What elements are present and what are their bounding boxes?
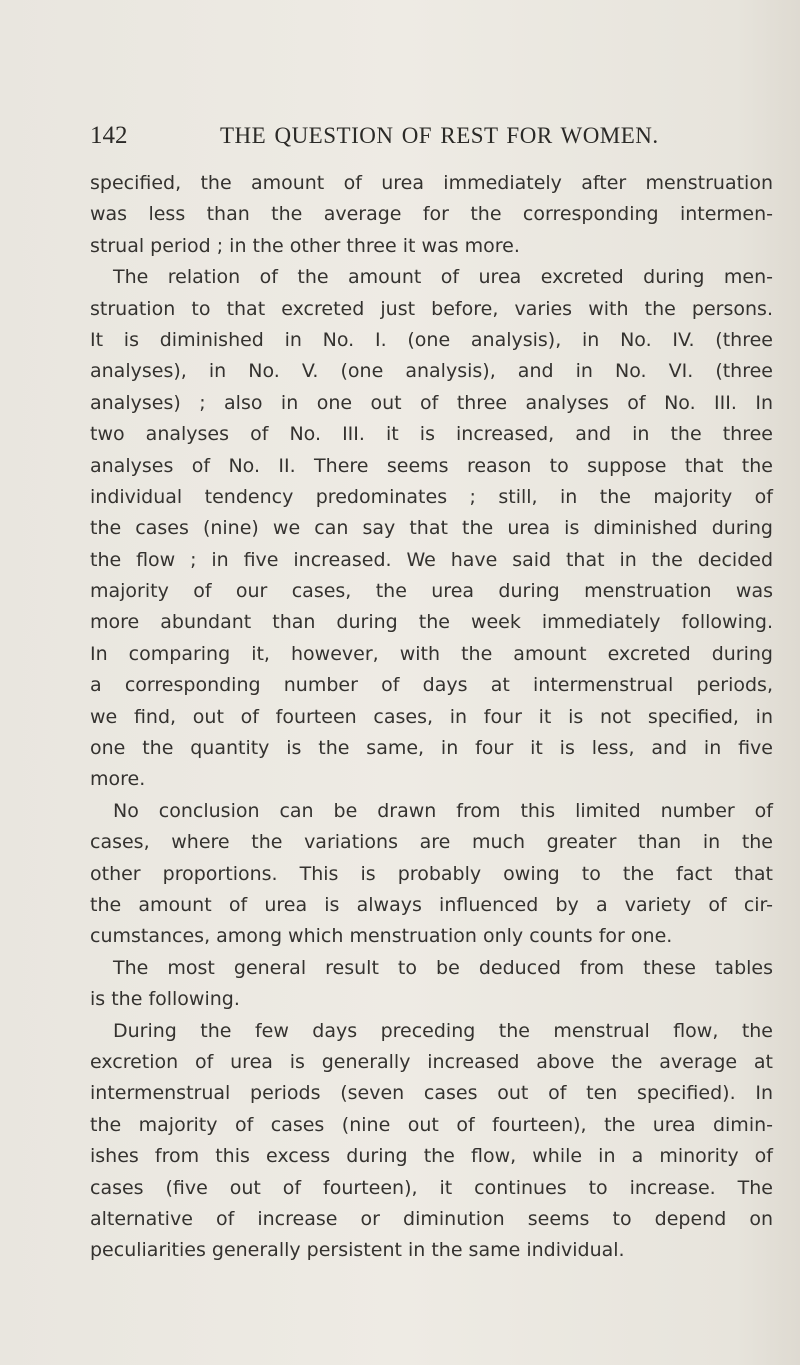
text-line: majority of our cases, the urea during menstruation was (90, 580, 773, 603)
text-line: cases, where the variations are much greater than in the (90, 831, 773, 854)
text-line: intermenstrual periods (seven cases out of ten specified). In (90, 1082, 773, 1105)
text-line: strual period ; in the other three it was more. (90, 234, 520, 257)
page-header (90, 116, 770, 156)
text-line: the majority of cases (nine out of fourteen), the urea dimin- (90, 1113, 773, 1136)
text-line: a corresponding number of days at intermenstrual periods, (90, 674, 773, 697)
text-line: more abundant than during the week immediately following. (90, 611, 773, 634)
text-line: was less than the average for the corresponding intermen- (90, 203, 773, 226)
text-line: other proportions. This is probably owing to the fact that (90, 862, 773, 885)
text-line: two analyses of No. III. it is increased, and in the three (90, 423, 773, 446)
text-line: the amount of urea is always influenced by a variety of cir- (90, 893, 773, 916)
running-head: THE QUESTION OF REST FOR WOMEN. (220, 123, 659, 148)
text-line: the cases (nine) we can say that the urea is diminished during (90, 517, 773, 540)
text-line: is the following. (90, 988, 240, 1011)
text-line: The relation of the amount of urea excreted during men- (113, 266, 773, 289)
text-line: the flow ; in five increased. We have said that in the decided (90, 548, 773, 571)
text-line: one the quantity is the same, in four it is less, and in five (90, 737, 773, 760)
text-line: specified, the amount of urea immediately after menstruation (90, 172, 773, 194)
text-line: more. (90, 768, 146, 791)
text-line: No conclusion can be drawn from this limited number of (113, 799, 773, 822)
text-line: During the few days preceding the menstrual flow, the (113, 1019, 773, 1042)
text-line: cumstances, among which menstruation only counts for one. (90, 925, 673, 948)
text-line: individual tendency predominates ; still, in the majority of (90, 485, 773, 508)
page-number: 142 (90, 122, 128, 149)
text-line: cases (five out of fourteen), it continues to increase. The (90, 1176, 773, 1199)
text-line: analyses), in No. V. (one analysis), and in No. VI. (three (90, 360, 773, 383)
text-line: analyses) ; also in one out of three analyses of No. III. In (90, 391, 773, 414)
text-line: peculiarities generally persistent in the same individual. (90, 1239, 625, 1262)
text-line: alternative of increase or diminution seems to depend on (90, 1207, 773, 1230)
text-line: In comparing it, however, with the amount excreted during (90, 642, 773, 665)
text-line: struation to that excreted just before, varies with the persons. (90, 297, 773, 320)
text-line: analyses of No. II. There seems reason to suppose that the (90, 454, 773, 477)
text-line: It is diminished in No. I. (one analysis), in No. IV. (three (90, 328, 773, 351)
body-text (90, 168, 773, 1267)
text-line: excretion of urea is generally increased above the average at (90, 1050, 773, 1073)
text-line: The most general result to be deduced from these tables (113, 956, 773, 979)
text-line: we find, out of fourteen cases, in four it is not specified, in (90, 705, 773, 728)
text-line: ishes from this excess during the flow, while in a minority of (90, 1145, 773, 1168)
